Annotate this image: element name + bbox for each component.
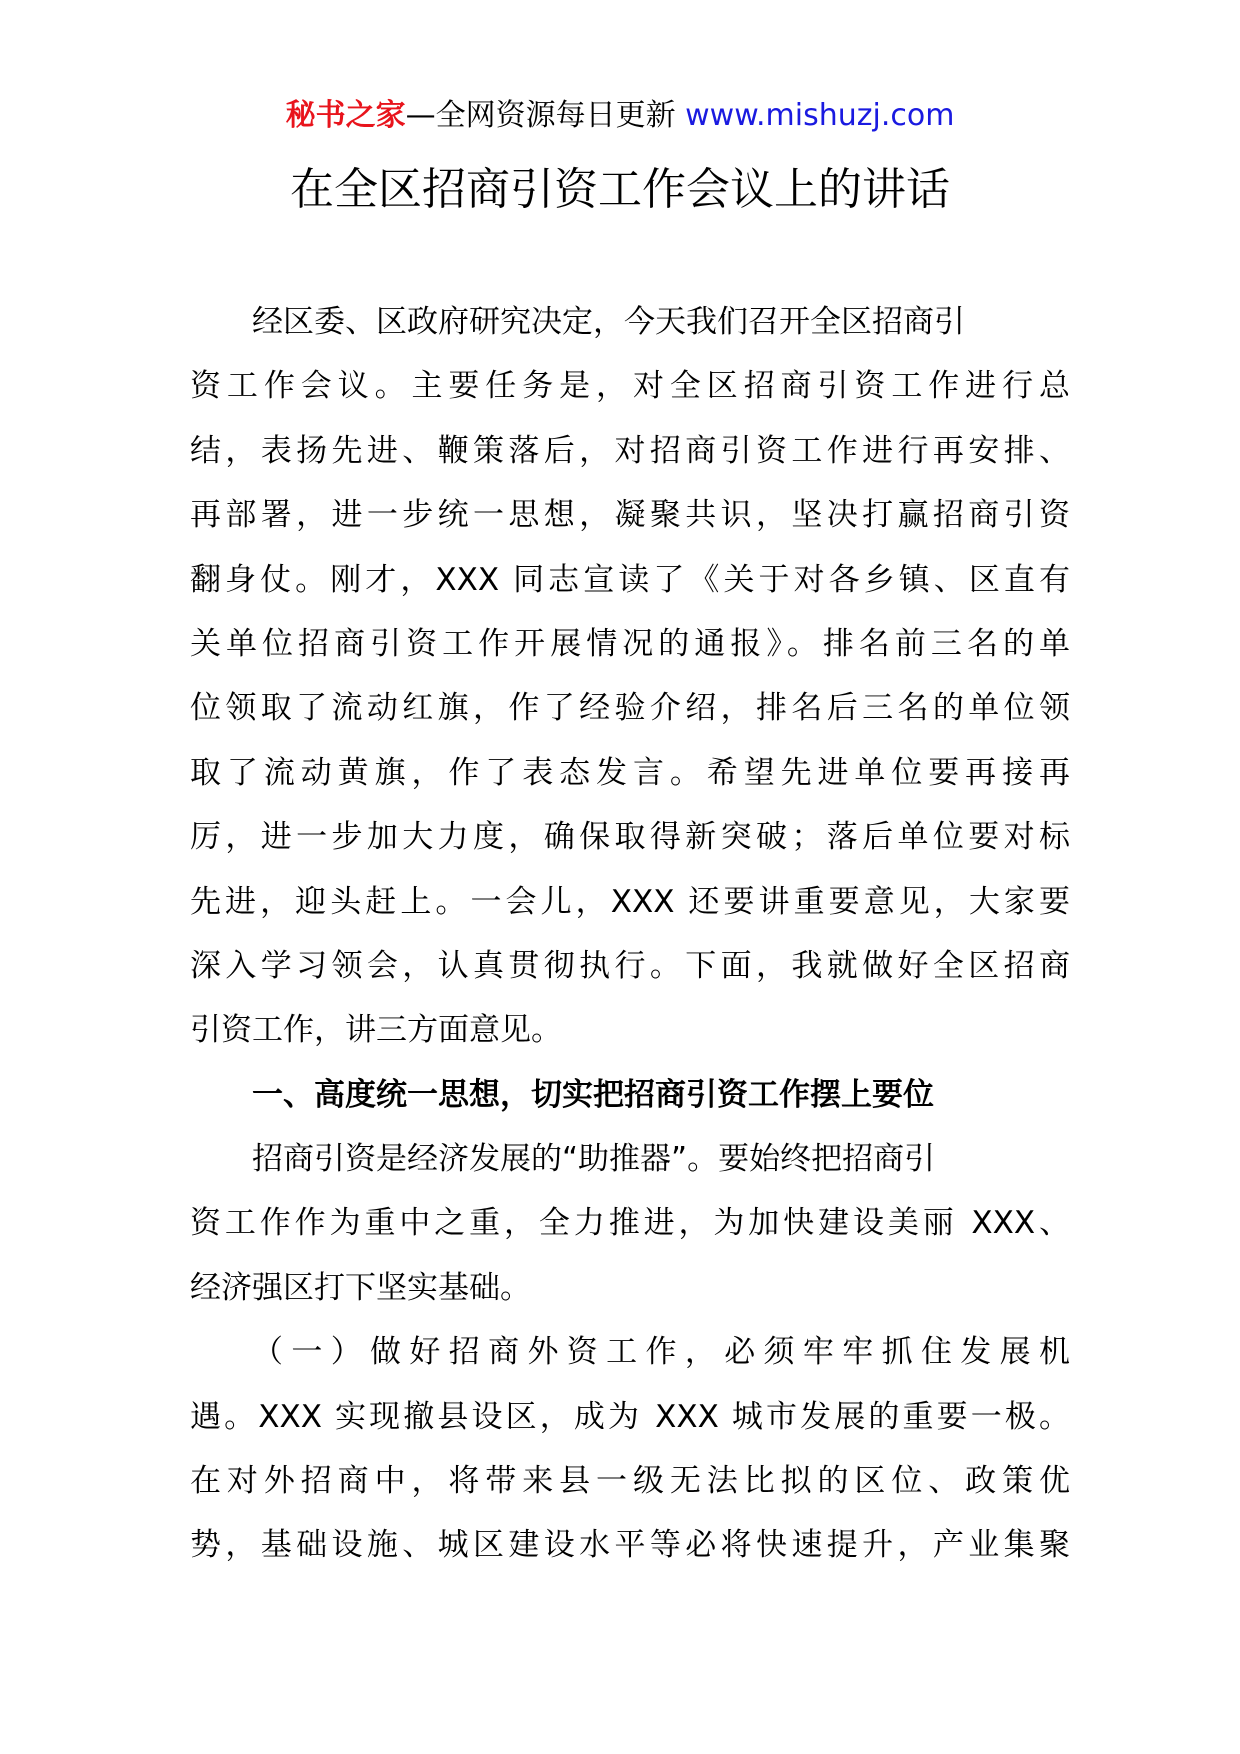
paragraph-line: 结，表扬先进、鞭策落后，对招商引资工作进行再安排、 [190, 432, 1070, 469]
document-body [190, 290, 1070, 1578]
paragraph-line: 先进，迎头赶上。一会儿，XXX 还要讲重要意见，大家要 [190, 883, 1070, 920]
paragraph-line: 取了流动黄旗，作了表态发言。希望先进单位要再接再 [190, 754, 1070, 791]
site-tagline: —全网资源每日更新 [405, 98, 676, 133]
brand-name: 秘书之家 [285, 98, 406, 133]
site-header [0, 96, 1240, 136]
paragraph-line: 资工作会议。主要任务是，对全区招商引资工作进行总 [190, 368, 1070, 405]
paragraph-line: 遇。XXX 实现撤县设区，成为 XXX 城市发展的重要一极。 [190, 1398, 1070, 1435]
paragraph-line: 再部署，进一步统一思想，凝聚共识，坚决打赢招商引资 [190, 497, 1070, 534]
paragraph-line: 势，基础设施、城区建设水平等必将快速提升，产业集聚 [190, 1527, 1070, 1564]
subsection-heading-line: （一）做好招商外资工作，必须牢牢抓住发展机 [252, 1334, 1070, 1371]
site-url-link[interactable]: www.mishuzj.com [685, 98, 955, 133]
paragraph-line: 在对外招商中，将带来县一级无法比拟的区位、政策优 [190, 1463, 1070, 1500]
document-title: 在全区招商引资工作会议上的讲话 [290, 164, 950, 215]
paragraph-line: 位领取了流动红旗，作了经验介绍，排名后三名的单位领 [190, 690, 1070, 727]
paragraph-line: 经区委、区政府研究决定，今天我们召开全区招商引 [252, 304, 965, 340]
paragraph-line: 厉，进一步加大力度，确保取得新突破；落后单位要对标 [190, 819, 1070, 856]
paragraph-line: 关单位招商引资工作开展情况的通报》。排名前三名的单 [190, 625, 1070, 662]
paragraph-line: 翻身仗。刚才，XXX 同志宣读了《关于对各乡镇、区直有 [190, 561, 1070, 598]
paragraph-line: 经济强区打下坚实基础。 [190, 1269, 531, 1306]
paragraph-line: 资工作作为重中之重，全力推进，为加快建设美丽 XXX、 [190, 1205, 1070, 1242]
paragraph-line: 引资工作，讲三方面意见。 [190, 1012, 562, 1049]
paragraph-line: 招商引资是经济发展的“助推器”。要始终把招商引 [252, 1141, 936, 1178]
section-heading: 一、高度统一思想，切实把招商引资工作摆上要位 [252, 1076, 934, 1113]
paragraph-line: 深入学习领会，认真贯彻执行。下面，我就做好全区招商 [190, 947, 1070, 984]
